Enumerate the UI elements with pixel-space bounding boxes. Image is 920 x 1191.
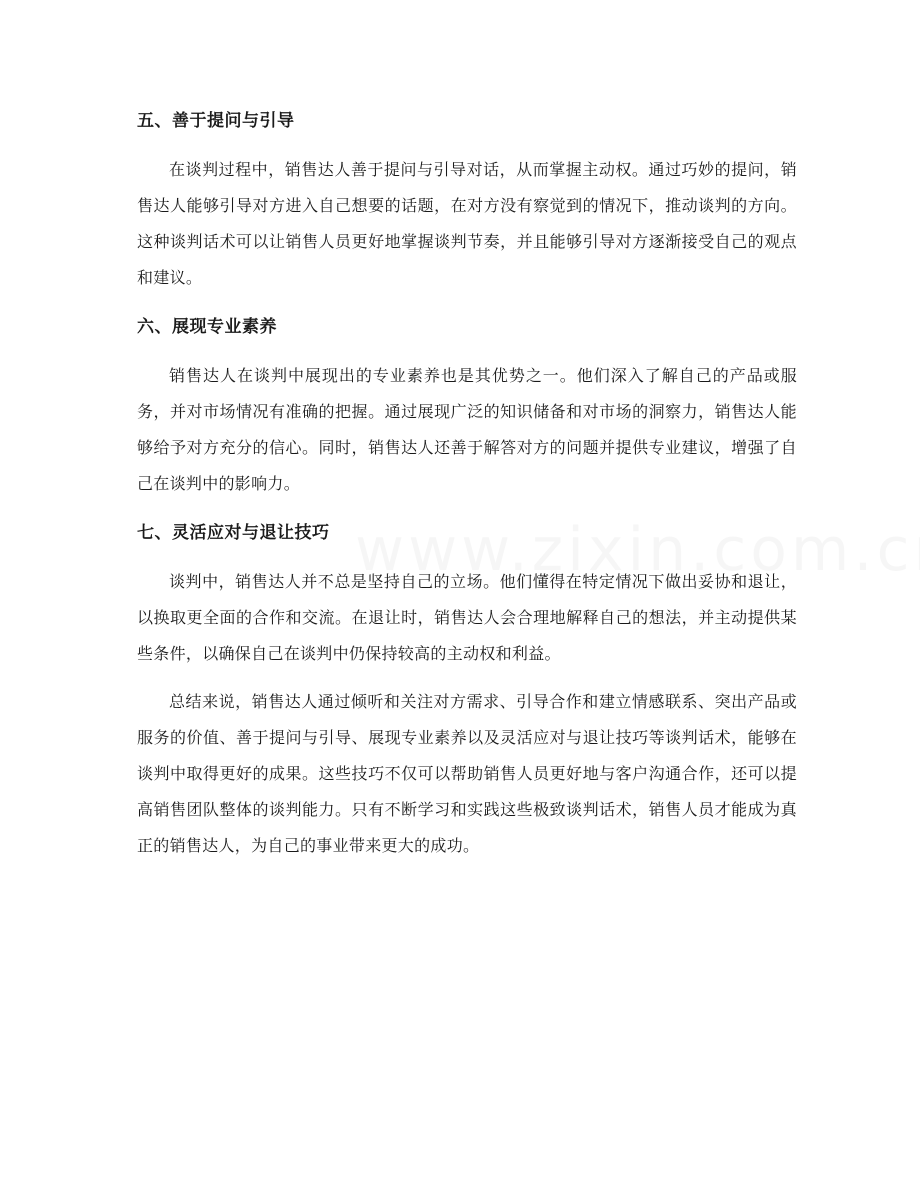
section-7-paragraph: 谈判中，销售达人并不总是坚持自己的立场。他们懂得在特定情况下做出妥协和退让，以换取更全面的合作和交流。在退让时，销售达人会合理地解释自己的想法，并主动提供某些条件，以确保自己在谈判中仍保持较高的主动权和利益。 [137,572,797,663]
summary-paragraph: 总结来说，销售达人通过倾听和关注对方需求、引导合作和建立情感联系、突出产品或服务的价值、善于提问与引导、展现专业素养以及灵活应对与退让技巧等谈判话术，能够在谈判中取得更好的成果。这些技巧不仅可以帮助销售人员更好地与客户沟通合作，还可以提高销售团队整体的谈判能力。只有不断学习和实践这些极致谈判话术，销售人员才能成为真正的销售达人，为自己的事业带来更大的成功。 [137,692,797,855]
section-heading-6: 六、展现专业素养 [137,317,277,337]
document-body [137,104,797,864]
section-5-paragraph: 在谈判过程中，销售达人善于提问与引导对话，从而掌握主动权。通过巧妙的提问，销售达人能够引导对方进入自己想要的话题，在对方没有察觉到的情况下，推动谈判的方向。这种谈判话术可以让销售人员更好地掌握谈判节奏，并且能够引导对方逐渐接受自己的观点和建议。 [137,160,797,287]
section-heading-7: 七、灵活应对与退让技巧 [137,523,330,543]
section-6-paragraph: 销售达人在谈判中展现出的专业素养也是其优势之一。他们深入了解自己的产品或服务，并对市场情况有准确的把握。通过展现广泛的知识储备和对市场的洞察力，销售达人能够给予对方充分的信心。同时，销售达人还善于解答对方的问题并提供专业建议，增强了自己在谈判中的影响力。 [137,366,797,493]
section-heading-5: 五、善于提问与引导 [137,111,295,131]
